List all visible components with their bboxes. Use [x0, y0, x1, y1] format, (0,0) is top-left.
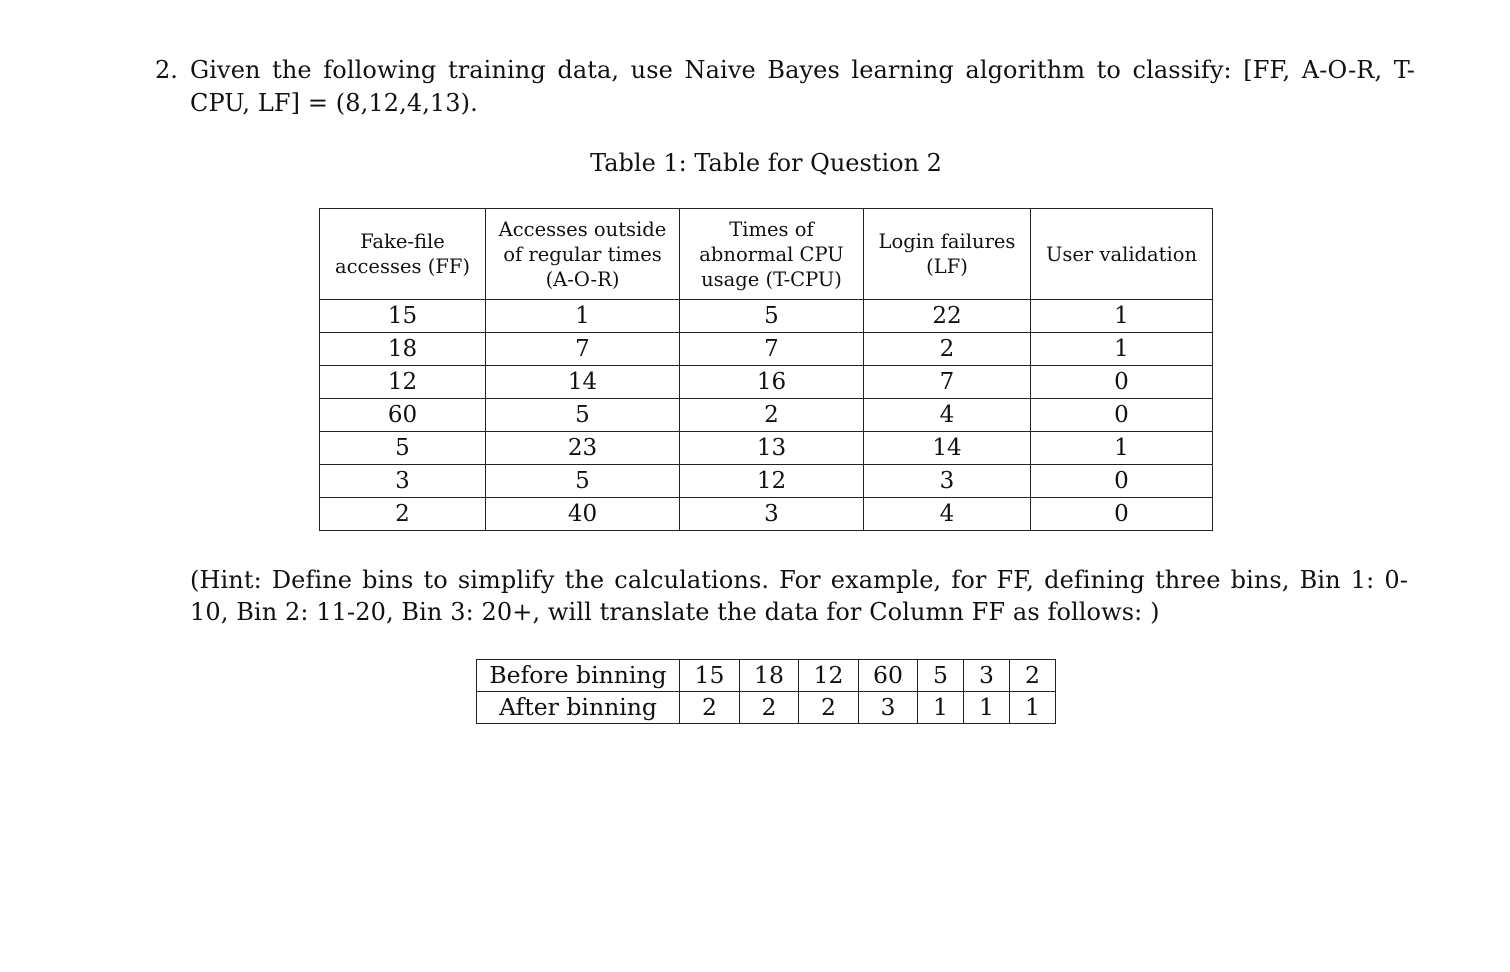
cell-aor: 40 — [486, 498, 680, 531]
cell-lf: 3 — [864, 465, 1031, 498]
cell-tcpu: 7 — [680, 333, 864, 366]
binning-cell: 60 — [859, 660, 918, 692]
header-user-validation-line: User validation — [1045, 242, 1198, 266]
header-user-validation — [1031, 209, 1213, 300]
question-2 — [155, 54, 1415, 120]
binning-cell: 12 — [799, 660, 859, 692]
binning-cell: 3 — [859, 692, 918, 724]
cell-aor: 23 — [486, 432, 680, 465]
cell-tcpu: 3 — [680, 498, 864, 531]
header-aor-line: Accesses outside — [498, 217, 667, 241]
binning-cell: 5 — [918, 660, 964, 692]
binning-cell: 2 — [799, 692, 859, 724]
cell-user-validation: 1 — [1031, 333, 1213, 366]
cell-user-validation: 0 — [1031, 498, 1213, 531]
cell-tcpu: 16 — [680, 366, 864, 399]
binning-cell: 2 — [680, 692, 740, 724]
table-row — [320, 300, 1213, 333]
cell-ff: 12 — [320, 366, 486, 399]
header-ff-line: accesses (FF) — [334, 255, 471, 278]
header-tcpu-line: Times of — [729, 217, 814, 241]
cell-aor: 14 — [486, 366, 680, 399]
cell-user-validation: 1 — [1031, 300, 1213, 333]
table-row — [320, 498, 1213, 531]
hint-paragraph: (Hint: Define bins to simplify the calculations. For example, for FF, defining three bins, Bin 1: 0-10, Bin 2: 11-20, Bin 3: 20+, will translate the data for Column FF as follows: ) — [190, 566, 1408, 626]
cell-user-validation: 0 — [1031, 399, 1213, 432]
binning-table — [476, 659, 1056, 724]
binning-cell: 15 — [680, 660, 740, 692]
cell-lf: 22 — [864, 300, 1031, 333]
cell-user-validation: 0 — [1031, 465, 1213, 498]
cell-ff: 3 — [320, 465, 486, 498]
header-tcpu-line: abnormal CPU — [699, 242, 844, 266]
binning-cell: 1 — [918, 692, 964, 724]
table-header-row — [320, 209, 1213, 300]
cell-ff: 2 — [320, 498, 486, 531]
cell-user-validation: 1 — [1031, 432, 1213, 465]
cell-tcpu: 5 — [680, 300, 864, 333]
question-text: Given the following training data, use Naive Bayes learning algorithm to classify: [FF, A-O-R, T-CPU, LF] = (8,12,4,13). — [190, 56, 1415, 117]
cell-lf: 7 — [864, 366, 1031, 399]
table-row — [320, 432, 1213, 465]
header-tcpu — [680, 209, 864, 300]
cell-aor: 5 — [486, 465, 680, 498]
header-lf — [864, 209, 1031, 300]
cell-aor: 7 — [486, 333, 680, 366]
cell-lf: 4 — [864, 399, 1031, 432]
binning-row-before — [477, 660, 1056, 692]
header-lf-line: (LF) — [926, 255, 968, 278]
cell-lf: 4 — [864, 498, 1031, 531]
binning-row-label: After binning — [477, 692, 680, 724]
training-data-table — [319, 208, 1213, 531]
header-aor — [486, 209, 680, 300]
cell-ff: 5 — [320, 432, 486, 465]
binning-cell: 18 — [740, 660, 799, 692]
cell-tcpu: 12 — [680, 465, 864, 498]
header-aor-line: (A-O-R) — [545, 267, 620, 291]
table-caption: Table 1: Table for Question 2 — [590, 149, 942, 177]
header-ff-line: Fake-file — [360, 230, 445, 253]
cell-aor: 1 — [486, 300, 680, 333]
table-row — [320, 333, 1213, 366]
table-row — [320, 366, 1213, 399]
binning-row-label: Before binning — [477, 660, 680, 692]
header-lf-line: Login failures — [878, 230, 1016, 253]
cell-tcpu: 2 — [680, 399, 864, 432]
header-ff — [320, 209, 486, 300]
binning-cell: 2 — [1010, 660, 1056, 692]
cell-ff: 15 — [320, 300, 486, 333]
binning-cell: 1 — [964, 692, 1010, 724]
header-tcpu-line: usage (T-CPU) — [701, 267, 842, 291]
binning-cell: 1 — [1010, 692, 1056, 724]
question-number: 2. — [155, 56, 178, 84]
cell-lf: 2 — [864, 333, 1031, 366]
table-row — [320, 465, 1213, 498]
binning-row-after — [477, 692, 1056, 724]
binning-cell: 2 — [740, 692, 799, 724]
cell-lf: 14 — [864, 432, 1031, 465]
cell-ff: 18 — [320, 333, 486, 366]
cell-aor: 5 — [486, 399, 680, 432]
header-aor-line: of regular times — [503, 242, 662, 266]
cell-user-validation: 0 — [1031, 366, 1213, 399]
cell-tcpu: 13 — [680, 432, 864, 465]
cell-ff: 60 — [320, 399, 486, 432]
table-row — [320, 399, 1213, 432]
binning-cell: 3 — [964, 660, 1010, 692]
